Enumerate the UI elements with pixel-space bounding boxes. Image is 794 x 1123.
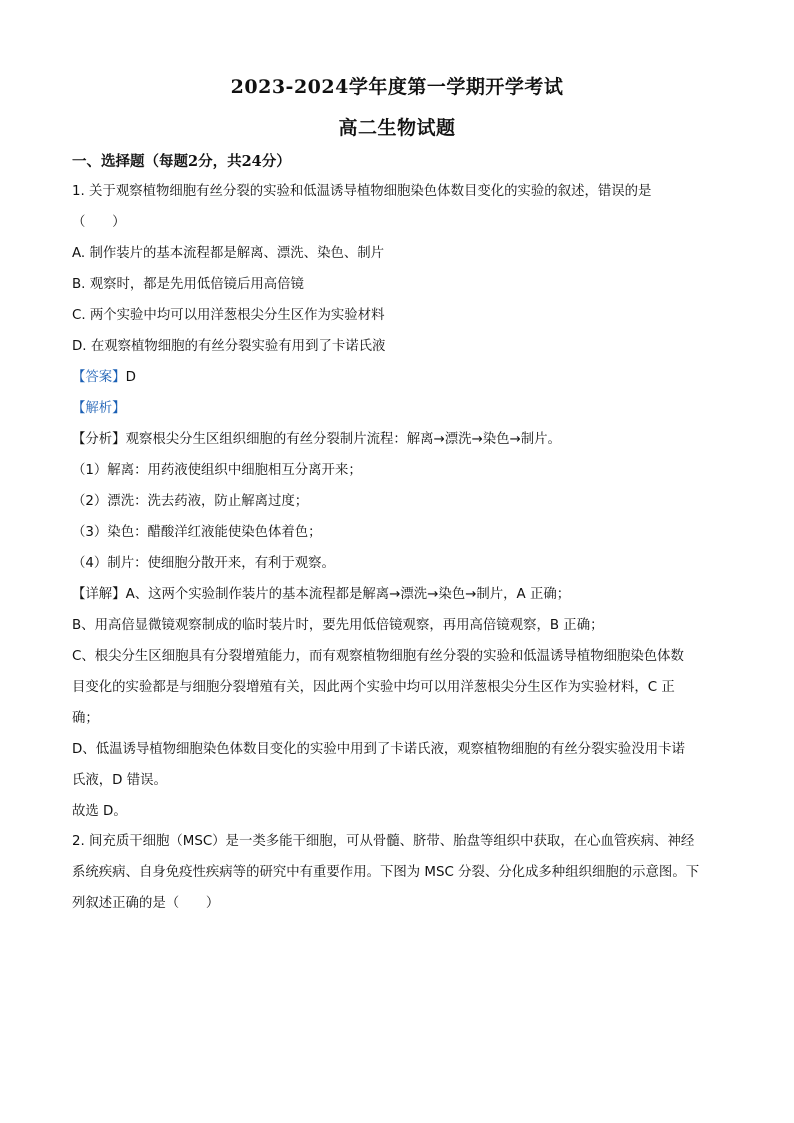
detail-a-text: A、这两个实验制作装片的基本流程都是解离→漂洗→染色→制片，A 正确； — [125, 587, 571, 602]
answer-tag: 【答案】 — [72, 370, 126, 385]
q1-fenxi — [72, 424, 722, 455]
q1-step-4: （4）制片：使细胞分散开来，有利于观察。 — [72, 556, 335, 571]
q1-option-b: B. 观察时，都是先用低倍镜后用高倍镜 — [72, 277, 304, 292]
detail-tag: 【详解】 — [72, 587, 126, 602]
q1-detail-a — [72, 579, 722, 610]
fenxi-text: 观察根尖分生区组织细胞的有丝分裂制片流程：解离→漂洗→染色→制片。 — [125, 432, 561, 447]
q1-detail-b: B、用高倍显微镜观察制成的临时装片时，要先用低倍镜观察，再用高倍镜观察，B 正确； — [72, 618, 604, 633]
analysis-tag: 【解析】 — [72, 401, 126, 416]
q2-line-1: 2. 间充质干细胞（MSC）是一类多能干细胞，可从骨髓、脐带、胎盘等组织中获取，在心血管疾病、神经 — [72, 834, 695, 849]
q1-option-a: A. 制作装片的基本流程都是解离、漂洗、染色、制片 — [72, 246, 385, 261]
q1-step-1: （1）解离：用药液使组织中细胞相互分离开来； — [72, 463, 362, 478]
q2-line-2: 系统疾病、自身免疫性疾病等的研究中有重要作用。下图为 MSC 分裂、分化成多种组织细胞的示意图。下 — [72, 865, 700, 880]
q1-stem: 1. 关于观察植物细胞有丝分裂的实验和低温诱导植物细胞染色体数目变化的实验的叙述，错误的是 — [72, 184, 652, 199]
q1-analysis — [72, 393, 722, 424]
q2-line-3: 列叙述正确的是（ ） — [72, 896, 220, 911]
q1-answer — [72, 362, 722, 393]
q1-detail-c-1: C、根尖分生区细胞具有分裂增殖能力，而有观察植物细胞有丝分裂的实验和低温诱导植物细胞染色体数 — [72, 649, 684, 664]
question-content — [72, 176, 722, 920]
q1-detail-d-2: 氏液，D 错误。 — [72, 773, 167, 788]
answer-value: D — [125, 370, 136, 385]
q1-conclusion: 故选 D。 — [72, 804, 127, 819]
q1-step-3: （3）染色：醋酸洋红液能使染色体着色； — [72, 525, 322, 540]
q1-step-2: （2）漂洗：洗去药液，防止解离过度； — [72, 494, 309, 509]
q1-stem-blank: （ ） — [72, 215, 126, 230]
q1-option-d: D. 在观察植物细胞的有丝分裂实验有用到了卡诺氏液 — [72, 339, 386, 354]
section-heading: 一、选择题（每题2分，共24分） — [72, 153, 291, 170]
exam-subtitle: 高二生物试题 — [338, 117, 456, 139]
q1-detail-d-1: D、低温诱导植物细胞染色体数目变化的实验中用到了卡诺氏液，观察植物细胞的有丝分裂实验没用卡诺 — [72, 742, 685, 757]
q1-detail-c-2: 目变化的实验都是与细胞分裂增殖有关，因此两个实验中均可以用洋葱根尖分生区作为实验材料，C 正 — [72, 680, 675, 695]
exam-title: 2023-2024学年度第一学期开学考试 — [230, 76, 564, 98]
q1-detail-c-3: 确； — [72, 711, 99, 726]
q1-option-c: C. 两个实验中均可以用洋葱根尖分生区作为实验材料 — [72, 308, 385, 323]
fenxi-tag: 【分析】 — [72, 432, 126, 447]
